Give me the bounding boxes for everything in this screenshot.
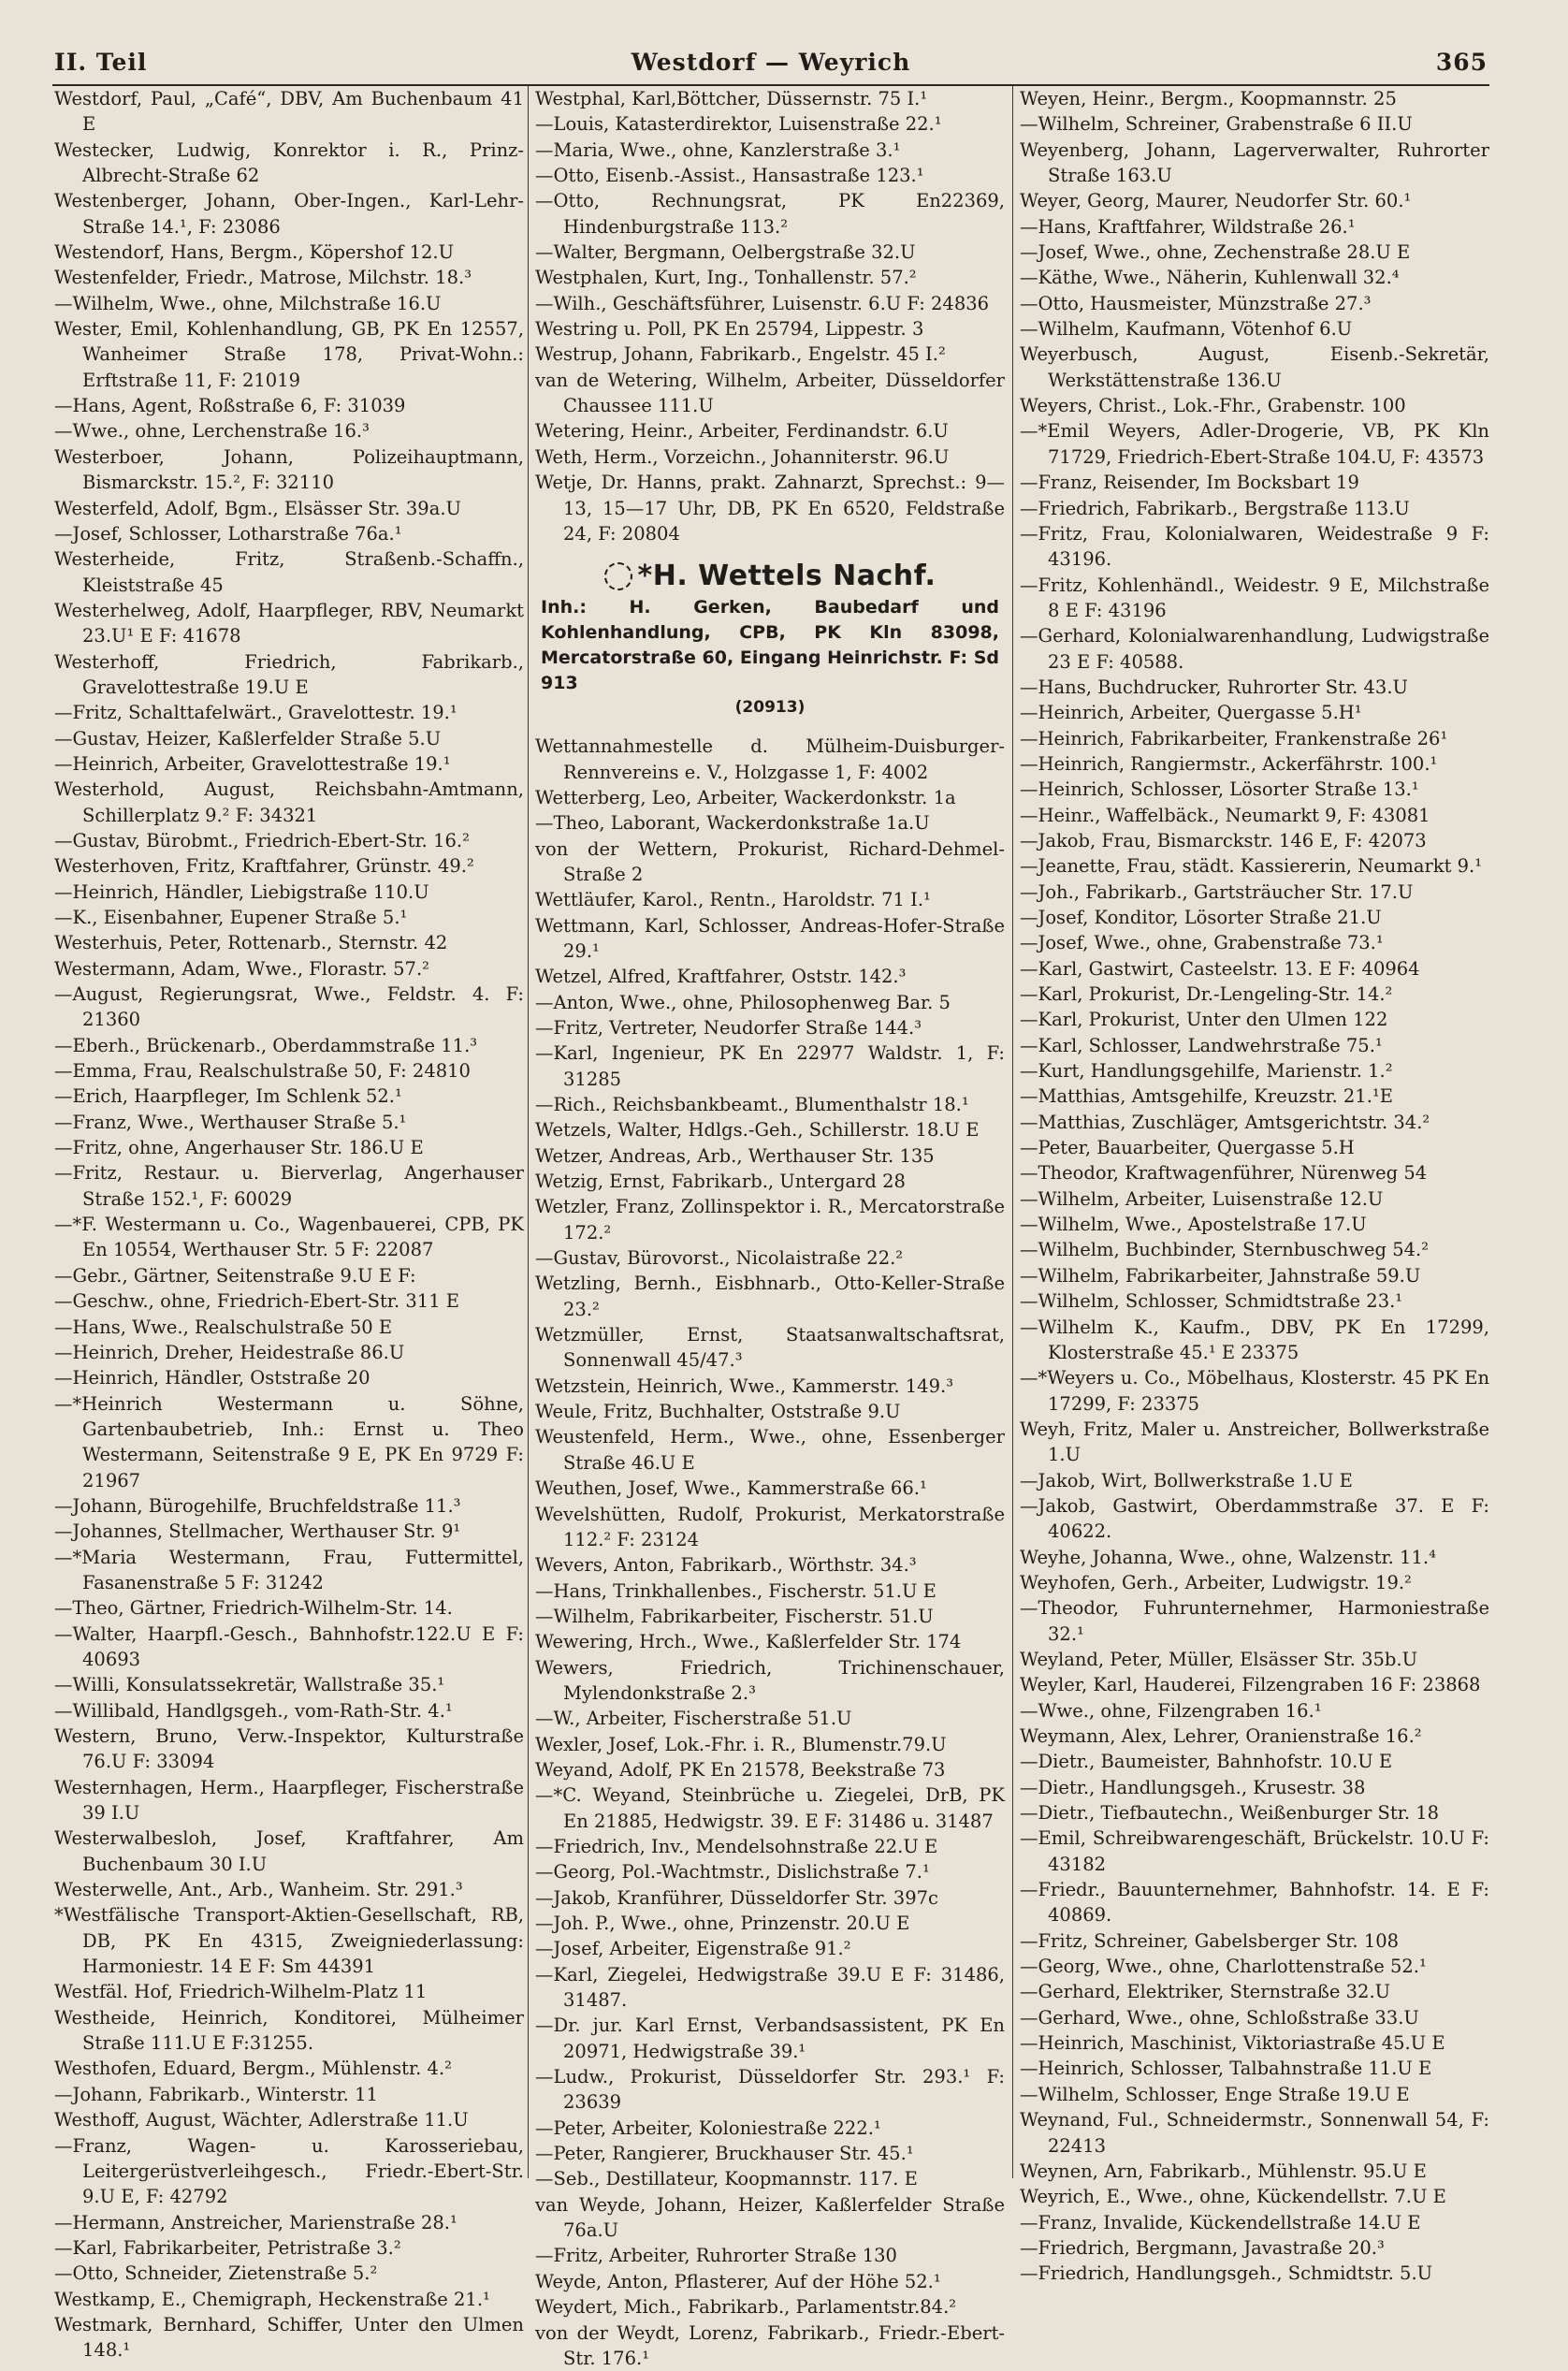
directory-entry: —Joh., Fabrikarb., Gartsträucher Str. 17.U xyxy=(1020,880,1489,905)
directory-entry: —Jakob, Gastwirt, Oberdammstraße 37. E F: 40622. xyxy=(1020,1493,1489,1545)
directory-entry: —Georg, Pol.-Wachtmstr., Dislichstraße 7.¹ xyxy=(535,1859,1005,1884)
directory-entry: —Fritz, Restaur. u. Bierverlag, Angerhauser Straße 152.¹, F: 60029 xyxy=(54,1160,524,1212)
directory-entry: —*Heinrich Westermann u. Söhne, Gartenbaubetrieb, Inh.: Ernst u. Theo Westermann, Seitenstraße 9 E, PK En 9729 F: 21967 xyxy=(54,1391,524,1493)
directory-entry: —Fritz, Arbeiter, Ruhrorter Straße 130 xyxy=(535,2243,1005,2268)
part-label: II. Teil xyxy=(54,49,147,76)
directory-entry: —Willibald, Handlgsgeh., vom-Rath-Str. 4.¹ xyxy=(54,1698,524,1724)
directory-entry: Weyers, Christ., Lok.-Fhr., Grabenstr. 100 xyxy=(1020,393,1489,418)
directory-entry: Weynen, Arn, Fabrikarb., Mühlenstr. 95.U E xyxy=(1020,2159,1489,2184)
directory-entry: Westernhagen, Herm., Haarpfleger, Fischerstraße 39 I.U xyxy=(54,1775,524,1826)
directory-entry: —Franz, Reisender, Im Bocksbart 19 xyxy=(1020,470,1489,495)
directory-entry: —Georg, Wwe., ohne, Charlottenstraße 52.¹ xyxy=(1020,1954,1489,1979)
directory-entry: —Gustav, Bürovorst., Nicolaistraße 22.² xyxy=(535,1245,1005,1271)
directory-entry: —Heinrich, Schlosser, Talbahnstraße 11.U E xyxy=(1020,2056,1489,2081)
directory-entry: —Josef, Arbeiter, Eigenstraße 91.² xyxy=(535,1936,1005,1961)
directory-entry: —Käthe, Wwe., Näherin, Kuhlenwall 32.⁴ xyxy=(1020,265,1489,290)
directory-entry: —Hans, Wwe., Realschulstraße 50 E xyxy=(54,1315,524,1340)
directory-entry: Wexler, Josef, Lok.-Fhr. i. R., Blumenstr.79.U xyxy=(535,1732,1005,1757)
directory-entry: —Karl, Prokurist, Dr.-Lengeling-Str. 14.² xyxy=(1020,982,1489,1007)
advertisement-wettels xyxy=(535,558,1005,719)
directory-entry: —Wilh., Geschäftsführer, Luisenstr. 6.U F: 24836 xyxy=(535,291,1005,316)
directory-entry: Westphalen, Kurt, Ing., Tonhallenstr. 57.² xyxy=(535,265,1005,290)
directory-entry: —Karl, Schlosser, Landwehrstraße 75.¹ xyxy=(1020,1033,1489,1058)
directory-entry: —Otto, Schneider, Zietenstraße 5.² xyxy=(54,2261,524,2286)
directory-entry: Weyhofen, Gerh., Arbeiter, Ludwigstr. 19.² xyxy=(1020,1570,1489,1595)
directory-entry: —Seb., Destillateur, Koopmannstr. 117. E xyxy=(535,2166,1005,2191)
column-middle-entries-top xyxy=(535,86,1005,546)
directory-entry: —Friedrich, Fabrikarb., Bergstraße 113.U xyxy=(1020,496,1489,521)
directory-entry: —Jeanette, Frau, städt. Kassiererin, Neumarkt 9.¹ xyxy=(1020,853,1489,879)
directory-entry: —Heinrich, Arbeiter, Gravelottestraße 19.¹ xyxy=(54,751,524,777)
directory-entry: —K., Eisenbahner, Eupener Straße 5.¹ xyxy=(54,905,524,930)
directory-entry: —Karl, Prokurist, Unter den Ulmen 122 xyxy=(1020,1007,1489,1032)
ad-title xyxy=(541,558,999,595)
directory-entry: —Otto, Rechnungsrat, PK En22369, Hindenburgstraße 113.² xyxy=(535,188,1005,240)
directory-entry: —Jakob, Frau, Bismarckstr. 146 E, F: 42073 xyxy=(1020,828,1489,853)
directory-entry: Wettläufer, Karol., Rentn., Haroldstr. 71 I.¹ xyxy=(535,887,1005,912)
directory-entry: Westerfeld, Adolf, Bgm., Elsässer Str. 39a.U xyxy=(54,496,524,521)
directory-entry: —Emma, Frau, Realschulstraße 50, F: 24810 xyxy=(54,1058,524,1084)
column-divider xyxy=(1012,86,1013,2178)
directory-entry: —Louis, Katasterdirektor, Luisenstraße 22.¹ xyxy=(535,111,1005,137)
directory-entry: —Heinrich, Maschinist, Viktoriastraße 45.U E xyxy=(1020,2030,1489,2056)
directory-entry: —Heinrich, Fabrikarbeiter, Frankenstraße 26¹ xyxy=(1020,726,1489,751)
directory-entry: —Fritz, Kohlenhändl., Weidestr. 9 E, Milchstraße 8 E F: 43196 xyxy=(1020,573,1489,624)
directory-entry: —Fritz, Vertreter, Neudorfer Straße 144.³ xyxy=(535,1015,1005,1040)
directory-entry: —Hans, Trinkhallenbes., Fischerstr. 51.U E xyxy=(535,1578,1005,1604)
directory-entry: Westerboer, Johann, Polizeihauptmann, Bismarckstr. 15.², F: 32110 xyxy=(54,444,524,496)
directory-entry: —Joh. P., Wwe., ohne, Prinzenstr. 20.U E xyxy=(535,1911,1005,1936)
directory-entry: Wetering, Heinr., Arbeiter, Ferdinandstr. 6.U xyxy=(535,418,1005,444)
directory-entry: Wetzling, Bernh., Eisbhnarb., Otto-Keller-Straße 23.² xyxy=(535,1271,1005,1322)
directory-entry: Weule, Fritz, Buchhalter, Oststraße 9.U xyxy=(535,1399,1005,1424)
directory-entry: Westerhoven, Fritz, Kraftfahrer, Grünstr. 49.² xyxy=(54,853,524,879)
directory-entry: —Walter, Haarpfl.-Gesch., Bahnhofstr.122.U E F: 40693 xyxy=(54,1622,524,1673)
directory-entry: —*F. Westermann u. Co., Wagenbauerei, CPB, PK En 10554, Werthauser Str. 5 F: 22087 xyxy=(54,1212,524,1263)
directory-entry: Wetzer, Andreas, Arb., Werthauser Str. 135 xyxy=(535,1143,1005,1169)
directory-entry: Westhofen, Eduard, Bergm., Mühlenstr. 4.² xyxy=(54,2056,524,2081)
directory-entry: —*C. Weyand, Steinbrüche u. Ziegelei, DrB, PK En 21885, Hedwigstr. 39. E F: 31486 u. 31487 xyxy=(535,1782,1005,1834)
directory-entry: —Wwe., ohne, Filzengraben 16.¹ xyxy=(1020,1698,1489,1724)
directory-entry: —Heinrich, Arbeiter, Quergasse 5.H¹ xyxy=(1020,700,1489,725)
directory-entry: Wewering, Hrch., Wwe., Kaßlerfelder Str. 174 xyxy=(535,1629,1005,1654)
directory-entry: Wetzels, Walter, Hdlgs.-Geh., Schillerstr. 18.U E xyxy=(535,1117,1005,1142)
name-range: Westdorf — Weyrich xyxy=(52,49,1489,76)
directory-entry: Westendorf, Hans, Bergm., Köpershof 12.U xyxy=(54,240,524,265)
directory-entry: Weuthen, Josef, Wwe., Kammerstraße 66.¹ xyxy=(535,1476,1005,1501)
directory-entry: Westmark, Bernhard, Schiffer, Unter den Ulmen 148.¹ xyxy=(54,2312,524,2364)
directory-entry: Weyer, Georg, Maurer, Neudorfer Str. 60.¹ xyxy=(1020,188,1489,213)
directory-entry: Weyland, Peter, Müller, Elsässer Str. 35b.U xyxy=(1020,1647,1489,1672)
directory-entry: —Rich., Reichsbankbeamt., Blumenthalstr 18.¹ xyxy=(535,1092,1005,1117)
directory-entry: Western, Bruno, Verw.-Inspektor, Kulturstraße 76.U F: 33094 xyxy=(54,1724,524,1775)
directory-entry: Westerhold, August, Reichsbahn-Amtmann, Schillerplatz 9.² F: 34321 xyxy=(54,777,524,828)
directory-entry: Weyde, Anton, Pflasterer, Auf der Höhe 52.¹ xyxy=(535,2269,1005,2294)
directory-entry: —Peter, Bauarbeiter, Quergasse 5.H xyxy=(1020,1135,1489,1160)
directory-entry: —Gerhard, Elektriker, Sternstraße 32.U xyxy=(1020,1979,1489,2004)
directory-entry: —Johann, Fabrikarb., Winterstr. 11 xyxy=(54,2082,524,2107)
directory-entry: —Emil, Schreibwarengeschäft, Brückelstr. 10.U F: 43182 xyxy=(1020,1826,1489,1877)
ad-body xyxy=(541,595,999,719)
directory-entry: —Hans, Buchdrucker, Ruhrorter Str. 43.U xyxy=(1020,675,1489,700)
directory-entry: Weyler, Karl, Hauderei, Filzengraben 16 F: 23868 xyxy=(1020,1672,1489,1697)
directory-entry: Wetje, Dr. Hanns, prakt. Zahnarzt, Sprechst.: 9—13, 15—17 Uhr, DB, PK En 6520, Feldstraße 24, F: 20804 xyxy=(535,470,1005,546)
directory-entry: —Josef, Schlosser, Lotharstraße 76a.¹ xyxy=(54,521,524,546)
directory-entry: —Wilhelm, Buchbinder, Sternbuschweg 54.² xyxy=(1020,1237,1489,1262)
directory-entry: —Heinrich, Dreher, Heidestraße 86.U xyxy=(54,1340,524,1365)
directory-entry: —Fritz, Schalttafelwärt., Gravelottestr. 19.¹ xyxy=(54,700,524,725)
directory-entry: Wetzmüller, Ernst, Staatsanwaltschaftsrat, Sonnenwall 45/47.³ xyxy=(535,1322,1005,1374)
directory-entry: Westrup, Johann, Fabrikarb., Engelstr. 45 I.² xyxy=(535,342,1005,367)
directory-entry: —Peter, Rangierer, Bruckhauser Str. 45.¹ xyxy=(535,2141,1005,2166)
directory-entry: —Friedrich, Inv., Mendelsohnstraße 22.U E xyxy=(535,1834,1005,1859)
directory-entry: —Dietr., Tiefbautechn., Weißenburger Str. 18 xyxy=(1020,1800,1489,1826)
directory-entry: —Wilhelm K., Kaufm., DBV, PK En 17299, Klosterstraße 45.¹ E 23375 xyxy=(1020,1315,1489,1366)
directory-entry: Weyenberg, Johann, Lagerverwalter, Ruhrorter Straße 163.U xyxy=(1020,138,1489,189)
directory-entry: —Franz, Invalide, Kückendellstraße 14.U E xyxy=(1020,2210,1489,2235)
directory-entry: —Theodor, Kraftwagenführer, Nürenweg 54 xyxy=(1020,1160,1489,1186)
directory-entry: —Ludw., Prokurist, Düsseldorfer Str. 293.¹ F: 23639 xyxy=(535,2064,1005,2116)
directory-entry: Wetterberg, Leo, Arbeiter, Wackerdonkstr. 1a xyxy=(535,785,1005,810)
directory-entry: —Josef, Wwe., ohne, Zechenstraße 28.U E xyxy=(1020,240,1489,265)
directory-entry: —Theo, Gärtner, Friedrich-Wilhelm-Str. 14. xyxy=(54,1595,524,1621)
directory-entry: —Karl, Ziegelei, Hedwigstraße 39.U E F: 31486, 31487. xyxy=(535,1962,1005,2014)
directory-entry: —Wilhelm, Schlosser, Schmidtstraße 23.¹ xyxy=(1020,1288,1489,1314)
column-right xyxy=(1020,86,1489,2180)
directory-entry: —Hans, Kraftfahrer, Wildstraße 26.¹ xyxy=(1020,214,1489,240)
directory-entry: von der Wettern, Prokurist, Richard-Dehmel-Straße 2 xyxy=(535,836,1005,888)
directory-entry: —Karl, Fabrikarbeiter, Petristraße 3.² xyxy=(54,2235,524,2261)
directory-entry: —Otto, Eisenb.-Assist., Hansastraße 123.¹ xyxy=(535,163,1005,188)
directory-entry: —Heinr., Waffelbäck., Neumarkt 9, F: 43081 xyxy=(1020,803,1489,828)
directory-entry: Weyen, Heinr., Bergm., Koopmannstr. 25 xyxy=(1020,86,1489,111)
directory-entry: —Fritz, ohne, Angerhauser Str. 186.U E xyxy=(54,1135,524,1160)
directory-entry: —Wilhelm, Arbeiter, Luisenstraße 12.U xyxy=(1020,1186,1489,1212)
directory-entry: Wewers, Friedrich, Trichinenschauer, Mylendonkstraße 2.³ xyxy=(535,1655,1005,1707)
directory-entry: —Karl, Ingenieur, PK En 22977 Waldstr. 1, F: 31285 xyxy=(535,1040,1005,1092)
directory-entry: Weyh, Fritz, Maler u. Anstreicher, Bollwerkstraße 1.U xyxy=(1020,1417,1489,1468)
company-logo-icon xyxy=(604,562,632,590)
column-middle xyxy=(535,86,1005,2180)
directory-entry: Wetzig, Ernst, Fabrikarb., Untergard 28 xyxy=(535,1169,1005,1194)
directory-entry: —Wilhelm, Kaufmann, Vötenhof 6.U xyxy=(1020,316,1489,342)
directory-entry: —Johannes, Stellmacher, Werthauser Str. 9¹ xyxy=(54,1519,524,1544)
directory-entry: Westhoff, August, Wächter, Adlerstraße 11.U xyxy=(54,2107,524,2132)
directory-entry: —Wilhelm, Fabrikarbeiter, Fischerstr. 51.U xyxy=(535,1604,1005,1629)
directory-entry: —Friedr., Bauunternehmer, Bahnhofstr. 14. E F: 40869. xyxy=(1020,1877,1489,1928)
directory-entry: Weyrich, E., Wwe., ohne, Kückendellstr. 7.U E xyxy=(1020,2184,1489,2209)
directory-entry: —Gebr., Gärtner, Seitenstraße 9.U E F: xyxy=(54,1263,524,1288)
page-number: 365 xyxy=(1436,49,1488,76)
directory-entry: Wevers, Anton, Fabrikarb., Wörthstr. 34.³ xyxy=(535,1552,1005,1578)
directory-entry: —Wilhelm, Schlosser, Enge Straße 19.U E xyxy=(1020,2082,1489,2107)
directory-entry: —*Emil Weyers, Adler-Drogerie, VB, PK Kln 71729, Friedrich-Ebert-Straße 104.U, F: 43573 xyxy=(1020,418,1489,470)
directory-entry: Westheide, Heinrich, Konditorei, Mülheimer Straße 111.U E F:31255. xyxy=(54,2005,524,2057)
directory-entry: Wester, Emil, Kohlenhandlung, GB, PK En 12557, Wanheimer Straße 178, Privat-Wohn.: Erftstraße 11, F: 21019 xyxy=(54,316,524,393)
directory-entry: Weynand, Ful., Schneidermstr., Sonnenwall 54, F: 22413 xyxy=(1020,2107,1489,2159)
directory-entry: —Wilhelm, Schreiner, Grabenstraße 6 II.U xyxy=(1020,111,1489,137)
directory-entry: —Josef, Konditor, Lösorter Straße 21.U xyxy=(1020,905,1489,930)
directory-entry: —W., Arbeiter, Fischerstraße 51.U xyxy=(535,1706,1005,1731)
directory-entry: —Wilhelm, Wwe., Apostelstraße 17.U xyxy=(1020,1212,1489,1237)
column-divider xyxy=(528,86,529,2178)
directory-entry: —Fritz, Frau, Kolonialwaren, Weidestraße 9 F: 43196. xyxy=(1020,521,1489,573)
directory-entry: —Friedrich, Bergmann, Javastraße 20.³ xyxy=(1020,2235,1489,2261)
page-header xyxy=(52,47,1489,86)
directory-entry: Westenberger, Johann, Ober-Ingen., Karl-Lehr-Straße 14.¹, F: 23086 xyxy=(54,188,524,240)
directory-entry: van de Wetering, Wilhelm, Arbeiter, Düsseldorfer Chaussee 111.U xyxy=(535,368,1005,419)
directory-entry: —Wilhelm, Wwe., ohne, Milchstraße 16.U xyxy=(54,291,524,316)
directory-entry: Westerheide, Fritz, Straßenb.-Schaffn., Kleiststraße 45 xyxy=(54,546,524,598)
directory-entry: —Gustav, Heizer, Kaßlerfelder Straße 5.U xyxy=(54,726,524,751)
directory-entry: —Dr. jur. Karl Ernst, Verbandsassistent, PK En 20971, Hedwigstraße 39.¹ xyxy=(535,2013,1005,2064)
directory-entry: —Karl, Gastwirt, Casteelstr. 13. E F: 40964 xyxy=(1020,956,1489,982)
directory-entry: —Willi, Konsulatssekretär, Wallstraße 35.¹ xyxy=(54,1672,524,1697)
directory-entry: —Franz, Wwe., Werthauser Straße 5.¹ xyxy=(54,1110,524,1135)
ad-title-text: *H. Wettels Nachf. xyxy=(638,558,936,595)
directory-entry: —Jakob, Wirt, Bollwerkstraße 1.U E xyxy=(1020,1468,1489,1493)
directory-entry: Westermann, Adam, Wwe., Florastr. 57.² xyxy=(54,956,524,982)
directory-entry: Westring u. Poll, PK En 25794, Lippestr. 3 xyxy=(535,316,1005,342)
directory-entry: —Dietr., Handlungsgeh., Krusestr. 38 xyxy=(1020,1775,1489,1800)
directory-entry: —Matthias, Zuschläger, Amtsgerichtstr. 34.² xyxy=(1020,1110,1489,1135)
directory-entry: Westerwalbesloh, Josef, Kraftfahrer, Am Buchenbaum 30 I.U xyxy=(54,1826,524,1877)
directory-entry: —Heinrich, Rangiermstr., Ackerfährstr. 100.¹ xyxy=(1020,751,1489,777)
directory-entry: van Weyde, Johann, Heizer, Kaßlerfelder Straße 76a.U xyxy=(535,2192,1005,2244)
directory-entry: Westkamp, E., Chemigraph, Heckenstraße 21.¹ xyxy=(54,2287,524,2312)
column-left xyxy=(54,86,524,2180)
directory-entry: —Gerhard, Wwe., ohne, Schloßstraße 33.U xyxy=(1020,2005,1489,2030)
directory-entry: Wetzler, Franz, Zollinspektor i. R., Mercatorstraße 172.² xyxy=(535,1194,1005,1245)
directory-entry: —Hans, Agent, Roßstraße 6, F: 31039 xyxy=(54,393,524,418)
directory-entry: —Franz, Wagen- u. Karosseriebau, Leitergerüstverleihgesch., Friedr.-Ebert-Str. 9.U E, F: 42792 xyxy=(54,2133,524,2210)
directory-entry: Wetzstein, Heinrich, Wwe., Kammerstr. 149.³ xyxy=(535,1374,1005,1399)
directory-entry: —Walter, Bergmann, Oelbergstraße 32.U xyxy=(535,240,1005,265)
directory-entry: —Heinrich, Händler, Oststraße 20 xyxy=(54,1365,524,1390)
directory-entry: Weydert, Mich., Fabrikarb., Parlamentstr.84.² xyxy=(535,2294,1005,2320)
directory-entry: Westfäl. Hof, Friedrich-Wilhelm-Platz 11 xyxy=(54,1979,524,2004)
directory-entry: Weth, Herm., Vorzeichn., Johanniterstr. 96.U xyxy=(535,444,1005,470)
directory-entry: —Theodor, Fuhrunternehmer, Harmoniestraße 32.¹ xyxy=(1020,1595,1489,1647)
directory-entry: —Eberh., Brückenarb., Oberdammstraße 11.³ xyxy=(54,1033,524,1058)
directory-entry: —Heinrich, Schlosser, Lösorter Straße 13.¹ xyxy=(1020,777,1489,802)
directory-entry: —Geschw., ohne, Friedrich-Ebert-Str. 311 E xyxy=(54,1288,524,1314)
directory-entry: —Jakob, Kranführer, Düsseldorfer Str. 397c xyxy=(535,1885,1005,1911)
directory-entry: —Maria, Wwe., ohne, Kanzlerstraße 3.¹ xyxy=(535,138,1005,163)
directory-entry: —Anton, Wwe., ohne, Philosophenweg Bar. 5 xyxy=(535,990,1005,1015)
directory-entry: —Kurt, Handlungsgehilfe, Marienstr. 1.² xyxy=(1020,1058,1489,1084)
directory-entry: Westphal, Karl,Böttcher, Düssernstr. 75 I.¹ xyxy=(535,86,1005,111)
directory-entry: —Johann, Bürogehilfe, Bruchfeldstraße 11.³ xyxy=(54,1493,524,1519)
directory-entry: Weustenfeld, Herm., Wwe., ohne, Essenberger Straße 46.U E xyxy=(535,1424,1005,1476)
directory-entry: —Wwe., ohne, Lerchenstraße 16.³ xyxy=(54,418,524,444)
directory-entry: —Theo, Laborant, Wackerdonkstraße 1a.U xyxy=(535,810,1005,836)
directory-entry: Wetzel, Alfred, Kraftfahrer, Oststr. 142.³ xyxy=(535,964,1005,989)
directory-entry: Wettmann, Karl, Schlosser, Andreas-Hofer-Straße 29.¹ xyxy=(535,913,1005,965)
directory-entry: —*Maria Westermann, Frau, Futtermittel, Fasanenstraße 5 F: 31242 xyxy=(54,1545,524,1596)
directory-entry: —Heinrich, Händler, Liebigstraße 110.U xyxy=(54,880,524,905)
directory-entry: —Peter, Arbeiter, Koloniestraße 222.¹ xyxy=(535,2116,1005,2141)
directory-entry: Weyhe, Johanna, Wwe., ohne, Walzenstr. 11.⁴ xyxy=(1020,1545,1489,1570)
directory-entry: —Gustav, Bürobmt., Friedrich-Ebert-Str. 16.² xyxy=(54,828,524,853)
directory-entry: —Friedrich, Handlungsgeh., Schmidtstr. 5.U xyxy=(1020,2261,1489,2286)
directory-entry: —Fritz, Schreiner, Gabelsberger Str. 108 xyxy=(1020,1928,1489,1954)
directory-entry: —*Weyers u. Co., Möbelhaus, Klosterstr. 45 PK En 17299, F: 23375 xyxy=(1020,1365,1489,1417)
directory-entry: —Matthias, Amtsgehilfe, Kreuzstr. 21.¹E xyxy=(1020,1084,1489,1109)
column-middle-entries-bottom xyxy=(535,734,1005,2371)
directory-entry: von der Weydt, Lorenz, Fabrikarb., Friedr.-Ebert-Str. 176.¹ xyxy=(535,2320,1005,2371)
directory-entry: Westerwelle, Ant., Arb., Wanheim. Str. 291.³ xyxy=(54,1877,524,1902)
ad-code: (20913) xyxy=(541,696,999,719)
directory-entry: —Gerhard, Kolonialwarenhandlung, Ludwigstraße 23 E F: 40588. xyxy=(1020,623,1489,675)
directory-entry: —August, Regierungsrat, Wwe., Feldstr. 4. F: 21360 xyxy=(54,982,524,1033)
directory-entry: Westenfelder, Friedr., Matrose, Milchstr. 18.³ xyxy=(54,265,524,290)
directory-entry: Westerhelweg, Adolf, Haarpfleger, RBV, Neumarkt 23.U¹ E F: 41678 xyxy=(54,598,524,649)
directory-entry: —Dietr., Baumeister, Bahnhofstr. 10.U E xyxy=(1020,1749,1489,1774)
directory-entry: *Westfälische Transport-Aktien-Gesellschaft, RB, DB, PK En 4315, Zweigniederlassung: Harmoniestr. 14 E F: Sm 44391 xyxy=(54,1902,524,1979)
directory-entry: Wevelshütten, Rudolf, Prokurist, Merkatorstraße 112.² F: 23124 xyxy=(535,1502,1005,1553)
directory-entry: Weymann, Alex, Lehrer, Oranienstraße 16.² xyxy=(1020,1724,1489,1749)
ad-body-text: Inh.: H. Gerken, Baubedarf und Kohlenhandlung, CPB, PK Kln 83098, Mercatorstraße 60, Eingang Heinrichstr. F: Sd 913 xyxy=(541,595,999,696)
directory-entry: Westerhuis, Peter, Rottenarb., Sternstr. 42 xyxy=(54,930,524,955)
directory-entry: —Otto, Hausmeister, Münzstraße 27.³ xyxy=(1020,291,1489,316)
directory-entry: —Josef, Wwe., ohne, Grabenstraße 73.¹ xyxy=(1020,930,1489,955)
directory-entry: Westerhoff, Friedrich, Fabrikarb., Gravelottestraße 19.U E xyxy=(54,649,524,701)
directory-entry: —Hermann, Anstreicher, Marienstraße 28.¹ xyxy=(54,2210,524,2235)
directory-entry: —Erich, Haarpfleger, Im Schlenk 52.¹ xyxy=(54,1084,524,1109)
directory-entry: Weyerbusch, August, Eisenb.-Sekretär, Werkstättenstraße 136.U xyxy=(1020,342,1489,393)
directory-entry: Wettannahmestelle d. Mülheim-Duisburger-Rennvereins e. V., Holzgasse 1, F: 4002 xyxy=(535,734,1005,785)
directory-entry: Westdorf, Paul, „Café“, DBV, Am Buchenbaum 41 E xyxy=(54,86,524,138)
directory-entry: Westecker, Ludwig, Konrektor i. R., Prinz-Albrecht-Straße 62 xyxy=(54,138,524,189)
directory-entry: Weyand, Adolf, PK En 21578, Beekstraße 73 xyxy=(535,1757,1005,1782)
directory-entry: —Wilhelm, Fabrikarbeiter, Jahnstraße 59.U xyxy=(1020,1263,1489,1288)
